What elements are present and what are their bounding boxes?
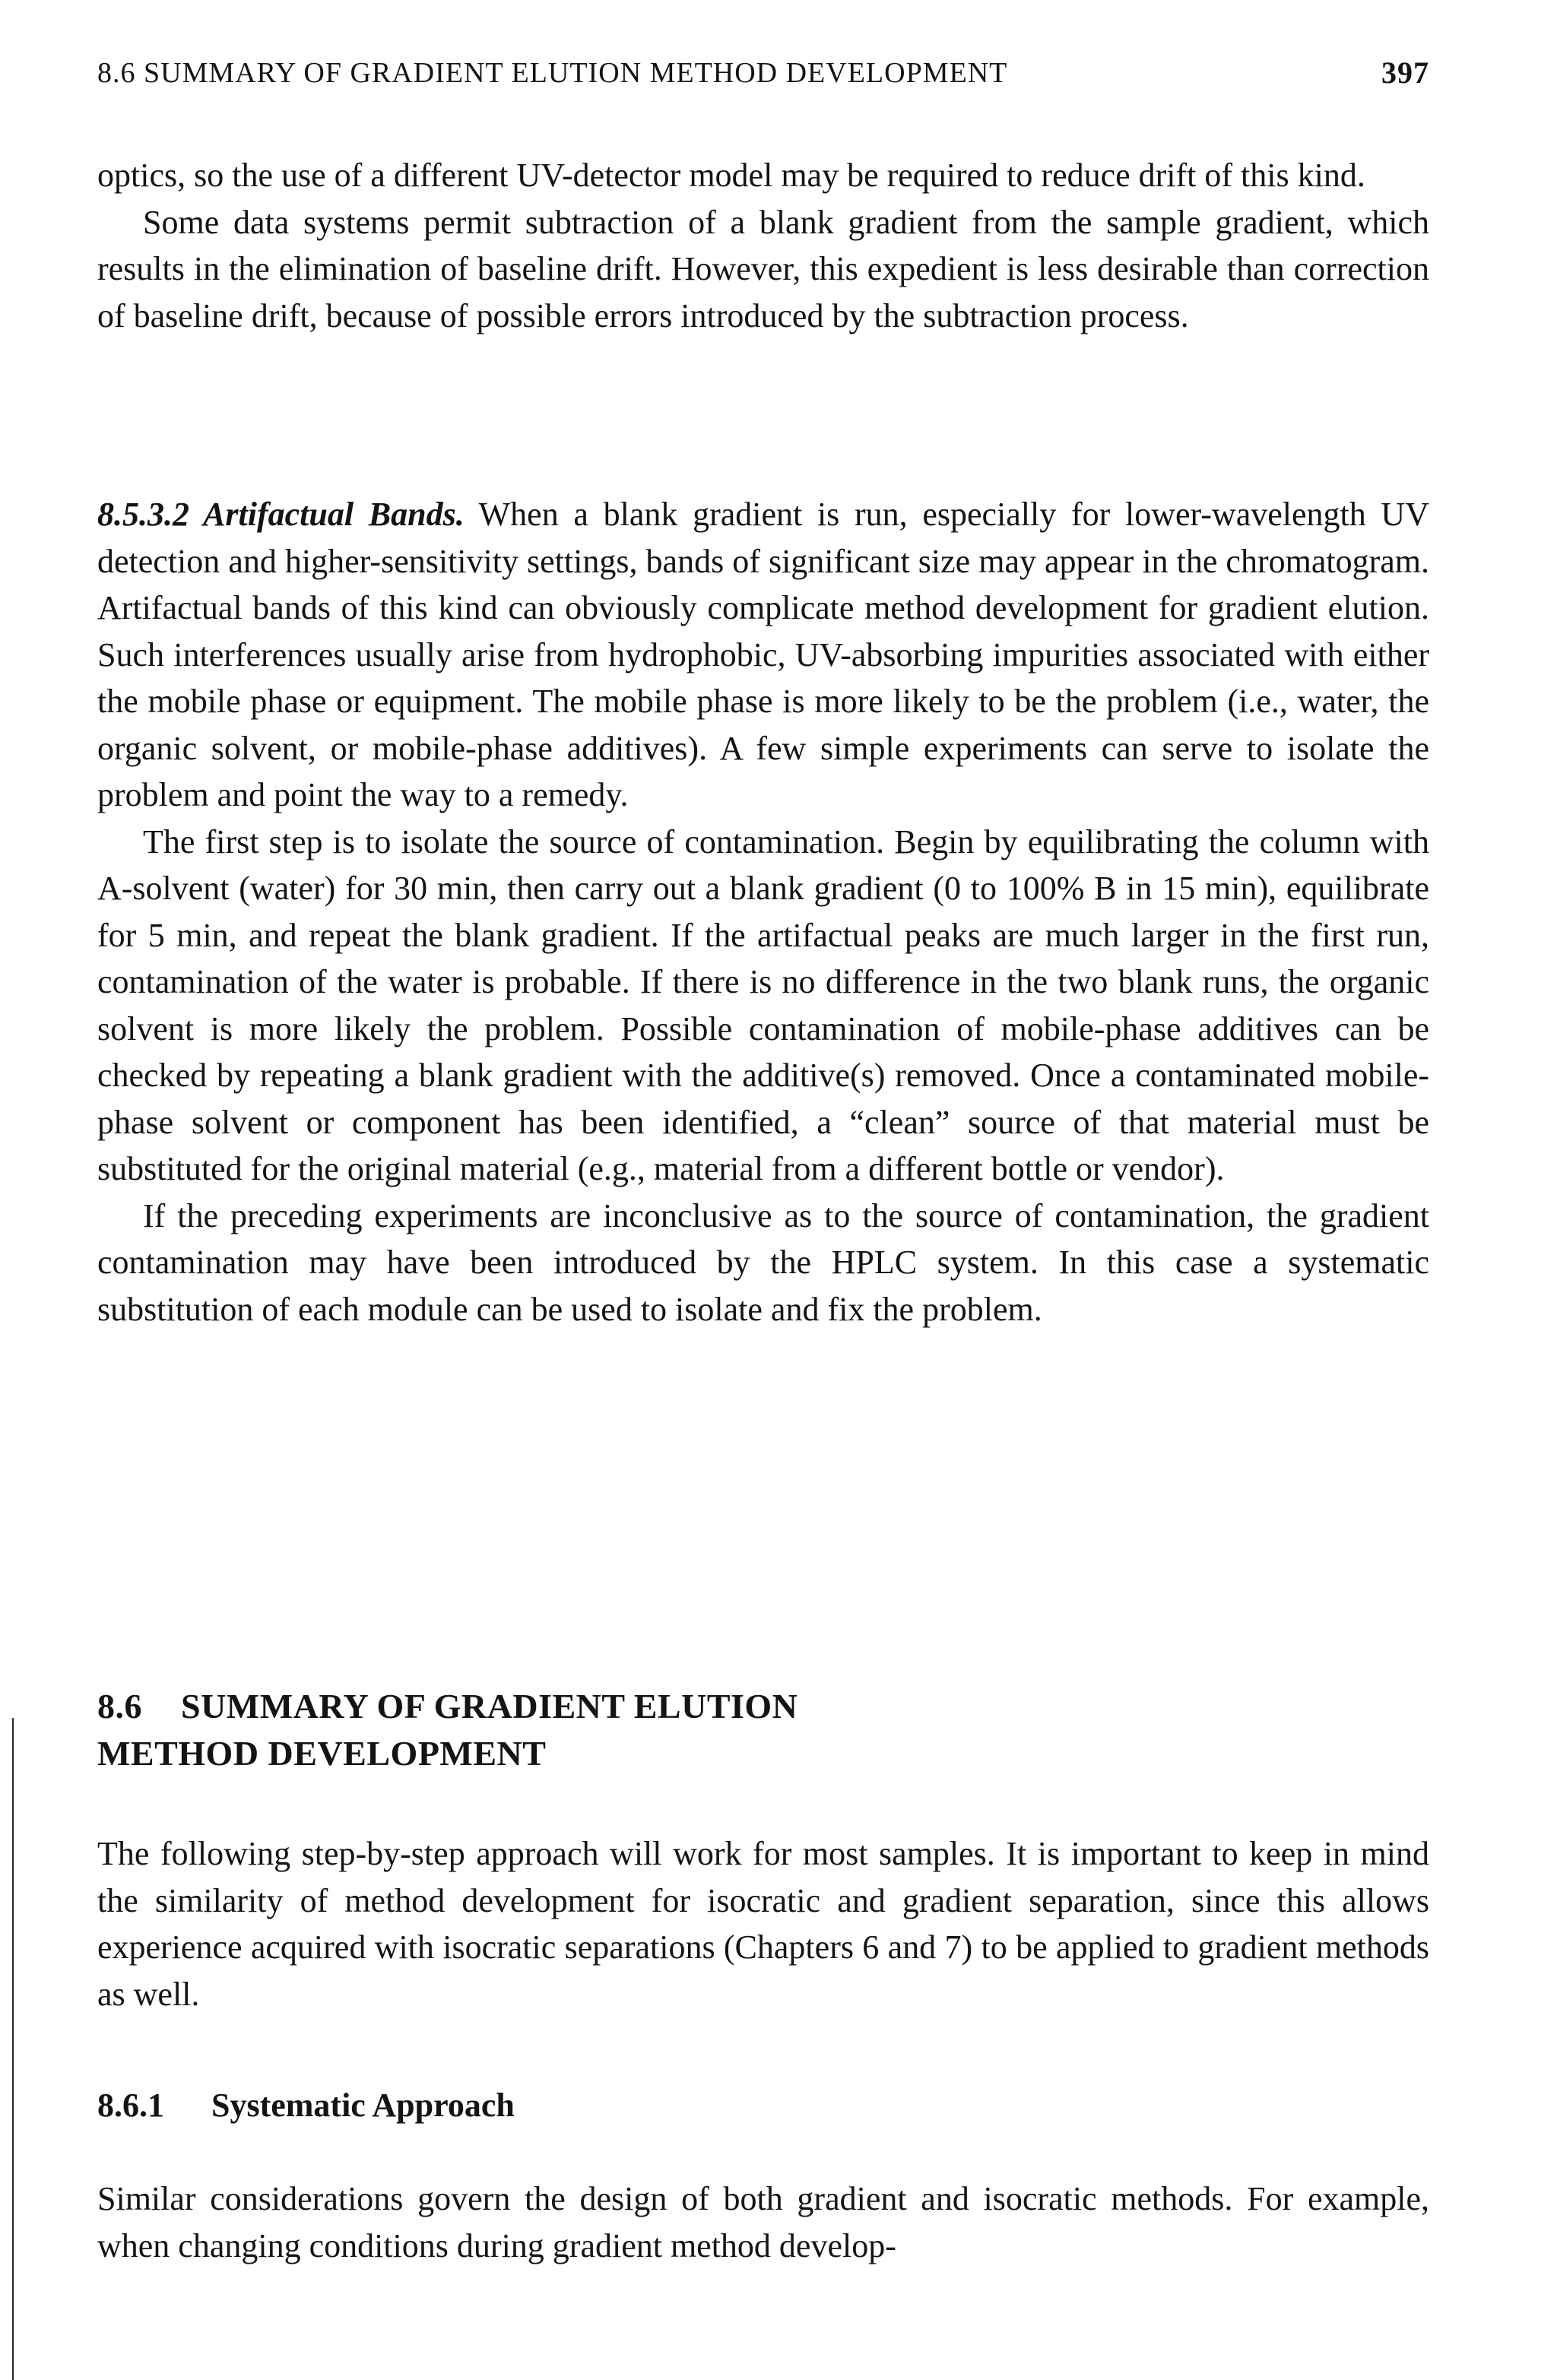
section-number: 8.6 [97,1687,142,1726]
book-page [97,0,1429,2380]
page-edge-line [12,1718,14,2380]
paragraph-continued: optics, so the use of a different UV-detector model may be required to reduce drift of this kind. [97,157,1365,194]
paragraph-block-3 [97,1830,1429,2017]
paragraph-step-by-step: The following step-by-step approach will work for most samples. It is important to keep in mind the similarity of method development for isocratic and gradient separation, since this allows experience acquired with isocratic separations (Chapters 6 and 7) to be applied to gradient methods as well. [97,1835,1429,2013]
paragraph-artifactual-bands [97,491,1429,819]
paragraph-isolate-source: The first step is to isolate the source of contamination. Begin by equilibrating the column with A-solvent (water) for 30 min, then carry out a blank gradient (0 to 100% B in 15 min), equilibrate for 5 min, and repeat the blank gradient. If the artifactual peaks are much larger in the first run, contamination of the water is probable. If there is no difference in the two blank runs, the organic solvent is more likely the problem. Possible contamination of mobile-phase additives can be checked by repeating a blank gradient with the additive(s) removed. Once a contaminated mobile-phase solvent or component has been identified, a “clean” source of that material must be substituted for the original material (e.g., material from a different bottle or vendor). [97,822,1429,1187]
paragraph-block-4 [97,2176,1429,2269]
section-title-line2: METHOD DEVELOPMENT [97,1734,547,1773]
paragraph-similar-considerations: Similar considerations govern the design of both gradient and isocratic methods. For example, when changing conditions during gradient method develop- [97,2180,1429,2264]
paragraph-block-1 [97,152,1429,339]
subsection-number: 8.6.1 [97,2087,164,2124]
subsubsection-label: 8.5.3.2 Artifactual Bands. [97,496,465,533]
running-head-title: 8.6 SUMMARY OF GRADIENT ELUTION METHOD DEVELOPMENT [97,57,1008,89]
section-title-line1: SUMMARY OF GRADIENT ELUTION [181,1687,798,1726]
paragraph-block-2 [97,491,1429,1333]
section-heading [97,1683,1429,1777]
paragraph-inconclusive: If the preceding experiments are inconclusive as to the source of contamination, the gradient contamination may have been introduced by the HPLC system. In this case a systematic substitution of each module can be used to isolate and fix the problem. [97,1196,1429,1328]
subsection-heading [97,2083,1429,2128]
subsection-title: Systematic Approach [211,2087,515,2124]
paragraph-artifactual-bands-body: When a blank gradient is run, especially for lower-wavelength UV detection and higher-sensitivity settings, bands of significant size may appear in the chromatogram. Artifactual bands of this kind can obviously complicate method development for gradient elution. Such interferences usually arise from hydrophobic, UV-absorbing impurities associated with either the mobile phase or equipment. The mobile phase is more likely to be the problem (i.e., water, the organic solvent, or mobile-phase additives). A few simple experiments can serve to isolate the problem and point the way to a remedy. [97,496,1429,813]
page-number: 397 [1381,55,1429,90]
paragraph-blank-subtraction: Some data systems permit subtraction of a blank gradient from the sample gradient, which results in the elimination of baseline drift. However, this expedient is less desirable than correction of baseline drift, because of possible errors introduced by the subtraction process. [97,203,1429,334]
